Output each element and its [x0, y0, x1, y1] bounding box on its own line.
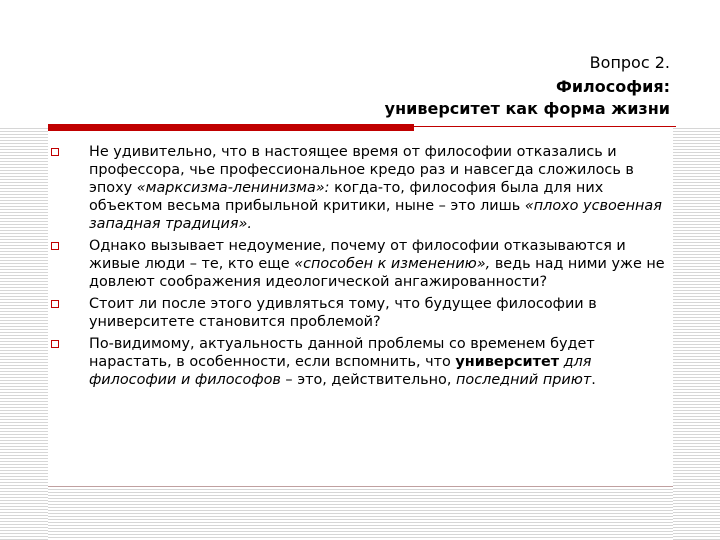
background-lines-left: [0, 128, 48, 540]
title-divider-bar: [48, 124, 414, 131]
title-subheading: университет как форма жизни: [384, 99, 670, 118]
bullet-quote: для философии и философов: [89, 354, 592, 388]
square-bullet-icon: [51, 300, 59, 308]
bullet-quote: последний приют: [456, 372, 592, 388]
background-lines-bottom: [48, 486, 673, 540]
list-item: [48, 335, 668, 389]
bullet-text: – это, действительно,: [280, 372, 456, 388]
square-bullet-icon: [51, 148, 59, 156]
bullet-quote: «плохо усвоенная западная традиция».: [89, 198, 662, 232]
title-question-number: Вопрос 2.: [589, 53, 670, 72]
square-bullet-icon: [51, 242, 59, 250]
bullet-quote: «марксизма-ленинизма»:: [136, 180, 330, 196]
title-heading: Философия:: [555, 77, 670, 96]
bullet-text: когда-то, философия была для них объектом весьма прибыльной критики, ныне – это лишь: [89, 180, 604, 214]
square-bullet-icon: [51, 340, 59, 348]
list-item: [48, 143, 668, 233]
list-item: [48, 237, 668, 291]
bullet-text: Не удивительно, что в настоящее время от философии отказались и профессора, чье профессиональное кредо раз и навсегда сложилось в эпоху: [89, 144, 634, 196]
bullet-emphasis: университет: [455, 354, 560, 370]
bullet-text: По-видимому, актуальность данной проблемы со временем будет нарастать, в особенности, если вспомнить, что: [89, 336, 595, 370]
slide-title: [385, 52, 670, 120]
bullet-text: ведь над ними уже не довлеют соображения идеологической ангажированности?: [89, 256, 665, 290]
background-lines-right: [673, 128, 720, 540]
bullet-quote: «способен к изменению»,: [294, 256, 491, 272]
title-divider-line: [414, 126, 676, 127]
bullet-text: Однако вызывает недоумение, почему от философии отказываются и живые люди – те, кто еще: [89, 238, 626, 272]
bullet-text: Стоит ли после этого удивляться тому, что будущее философии в университете становится проблемой?: [89, 296, 597, 330]
list-item: [48, 295, 668, 331]
bullet-list: [48, 143, 668, 393]
bottom-divider-line: [48, 486, 673, 487]
bullet-text: .: [591, 372, 596, 388]
